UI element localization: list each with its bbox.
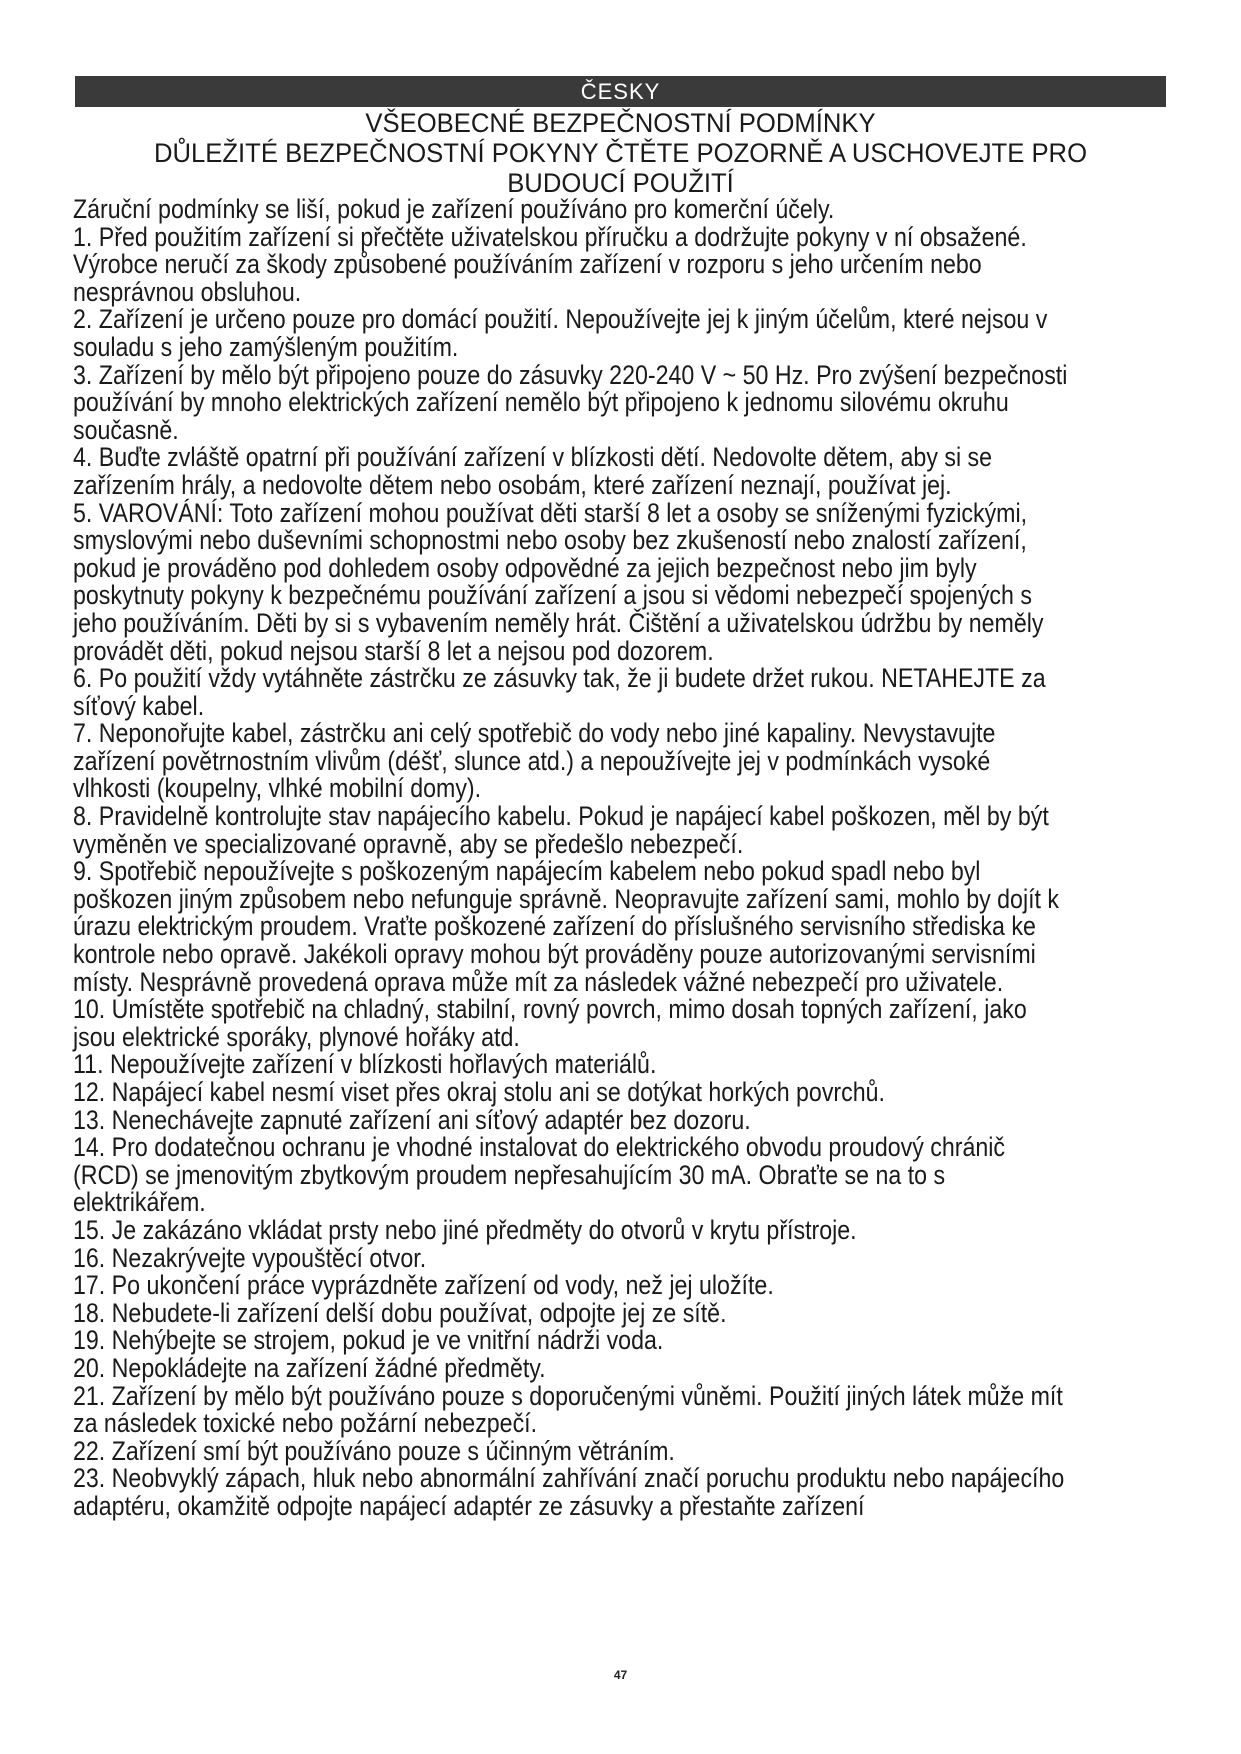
- safety-item-20: 20. Nepokládejte na zařízení žádné předměty.: [73, 1352, 546, 1383]
- safety-item-2: 2. Zařízení je určeno pouze pro domácí použití. Nepoužívejte jej k jiným účelům, které nejsou v souladu s jeho zamýšleným použitím.: [73, 304, 1048, 362]
- language-label: ČESKY: [580, 79, 661, 104]
- safety-item-11: 11. Nepoužívejte zařízení v blízkosti hořlavých materiálů.: [73, 1049, 657, 1080]
- safety-item-17: 17. Po ukončení práce vyprázdněte zařízení od vody, než jej uložíte.: [73, 1270, 774, 1301]
- safety-item-13: 13. Nenechávejte zapnuté zařízení ani síťový adaptér bez dozoru.: [73, 1104, 751, 1135]
- safety-item-5: 5. VAROVÁNÍ: Toto zařízení mohou používat děti starší 8 let a osoby se sníženými fyzickými, smyslovými nebo duševními schopnostmi nebo osoby bez zkušeností nebo znalostí zařízení, pokud je prováděno pod dohledem osoby odpovědné za jejich bezpečnost nebo jim byly poskytnuty pokyny k bezpečnému používání zařízení a jsou si vědomi nebezpečí spojených s jeho používáním. Děti by si s vybavením neměly hrát. Čištění a uživatelskou údržbu by neměly provádět děti, pokud nejsou starší 8 let a nejsou pod dozorem.: [73, 497, 1044, 666]
- safety-item-9: 9. Spotřebič nepoužívejte s poškozeným napájecím kabelem nebo pokud spadl nebo byl poškozen jiným způsobem nebo nefunguje správně. Neopravujte zařízení sami, mohlo by dojít k úrazu elektrickým proudem. Vraťte poškozené zařízení do příslušného servisního střediska ke kontrole nebo opravě. Jakékoli opravy mohou být prováděny pouze autorizovanými servisními místy. Nesprávně provedená oprava může mít za následek vážné nebezpečí pro uživatele.: [73, 856, 1060, 997]
- safety-item-19: 19. Nehýbejte se strojem, pokud je ve vnitřní nádrži voda.: [73, 1325, 664, 1356]
- safety-item-1: 1. Před použitím zařízení si přečtěte uživatelskou příručku a dodržujte pokyny v ní obsažené. Výrobce neručí za škody způsobené používáním zařízení v rozporu s jeho určením nebo nesprávnou obsluhou.: [73, 221, 1027, 307]
- page-number: 47: [613, 1668, 628, 1682]
- safety-item-7: 7. Neponořujte kabel, zástrčku ani celý spotřebič do vody nebo jiné kapaliny. Nevystavujte zařízení povětrnostním vlivům (déšť, slunce atd.) a nepoužívejte jej v podmínkách vysoké vlhkosti (koupelny, vlhké mobilní domy).: [73, 718, 996, 804]
- safety-item-22: 22. Zařízení smí být používáno pouze s účinným větráním.: [73, 1435, 675, 1466]
- warranty-intro: Záruční podmínky se liší, pokud je zařízení používáno pro komerční účely.: [73, 194, 835, 224]
- safety-item-8: 8. Pravidelně kontrolujte stav napájecího kabelu. Pokud je napájecí kabel poškozen, měl by být vyměněn ve specializované opravně, aby se předešlo nebezpečí.: [73, 801, 1049, 859]
- safety-item-12: 12. Napájecí kabel nesmí viset přes okraj stolu ani se dotýkat horkých povrchů.: [73, 1077, 885, 1107]
- safety-instructions-body: [73, 196, 1071, 1521]
- safety-item-3: 3. Zařízení by mělo být připojeno pouze do zásuvky 220-240 V ~ 50 Hz. Pro zvýšení bezpečnosti používání by mnoho elektrických zařízení nemělo být připojeno k jednomu silovému okruhu současně.: [73, 359, 1068, 445]
- safety-item-4: 4. Buďte zvláště opatrní při používání zařízení v blízkosti dětí. Nedovolte dětem, aby si se zařízením hrály, a nedovolte dětem nebo osobám, které zařízení neznají, používat jej.: [73, 442, 993, 500]
- safety-item-14: 14. Pro dodatečnou ochranu je vhodné instalovat do elektrického obvodu proudový chránič (RCD) se jmenovitým zbytkovým proudem nepřesahujícím 30 mA. Obraťte se na to s elektrikářem.: [73, 1132, 1005, 1218]
- title-important-instructions: DŮLEŽITÉ BEZPEČNOSTNÍ POKYNY ČTĚTE POZORNĚ A USCHOVEJTE PRO BUDOUCÍ POUŽITÍ: [153, 138, 1088, 198]
- safety-item-10: 10. Umístěte spotřebič na chladný, stabilní, rovný povrch, mimo dosah topných zařízení, jako jsou elektrické sporáky, plynové hořáky atd.: [73, 994, 1027, 1052]
- safety-item-23: 23. Neobvyklý zápach, hluk nebo abnormální zahřívání značí poruchu produktu nebo napájecího adaptéru, okamžitě odpojte napájecí adaptér ze zásuvky a přestaňte zařízení: [73, 1463, 1065, 1521]
- safety-item-18: 18. Nebudete-li zařízení delší dobu používat, odpojte jej ze sítě.: [73, 1297, 727, 1328]
- safety-item-21: 21. Zařízení by mělo být používáno pouze s doporučenými vůněmi. Použití jiných látek může mít za následek toxické nebo požární nebezpečí.: [73, 1380, 1063, 1439]
- safety-item-6: 6. Po použití vždy vytáhněte zástrčku ze zásuvky tak, že ji budete držet rukou. NETAHEJTE za síťový kabel.: [73, 663, 1046, 721]
- safety-item-16: 16. Nezakrývejte vypouštěcí otvor.: [73, 1242, 427, 1273]
- safety-title-block: [102, 108, 1138, 198]
- title-general-safety: VŠEOBECNÉ BEZPEČNOSTNÍ PODMÍNKY: [365, 108, 876, 138]
- safety-item-15: 15. Je zakázáno vkládat prsty nebo jiné předměty do otvorů v krytu přístroje.: [73, 1214, 857, 1245]
- language-header-bar: [75, 76, 1166, 107]
